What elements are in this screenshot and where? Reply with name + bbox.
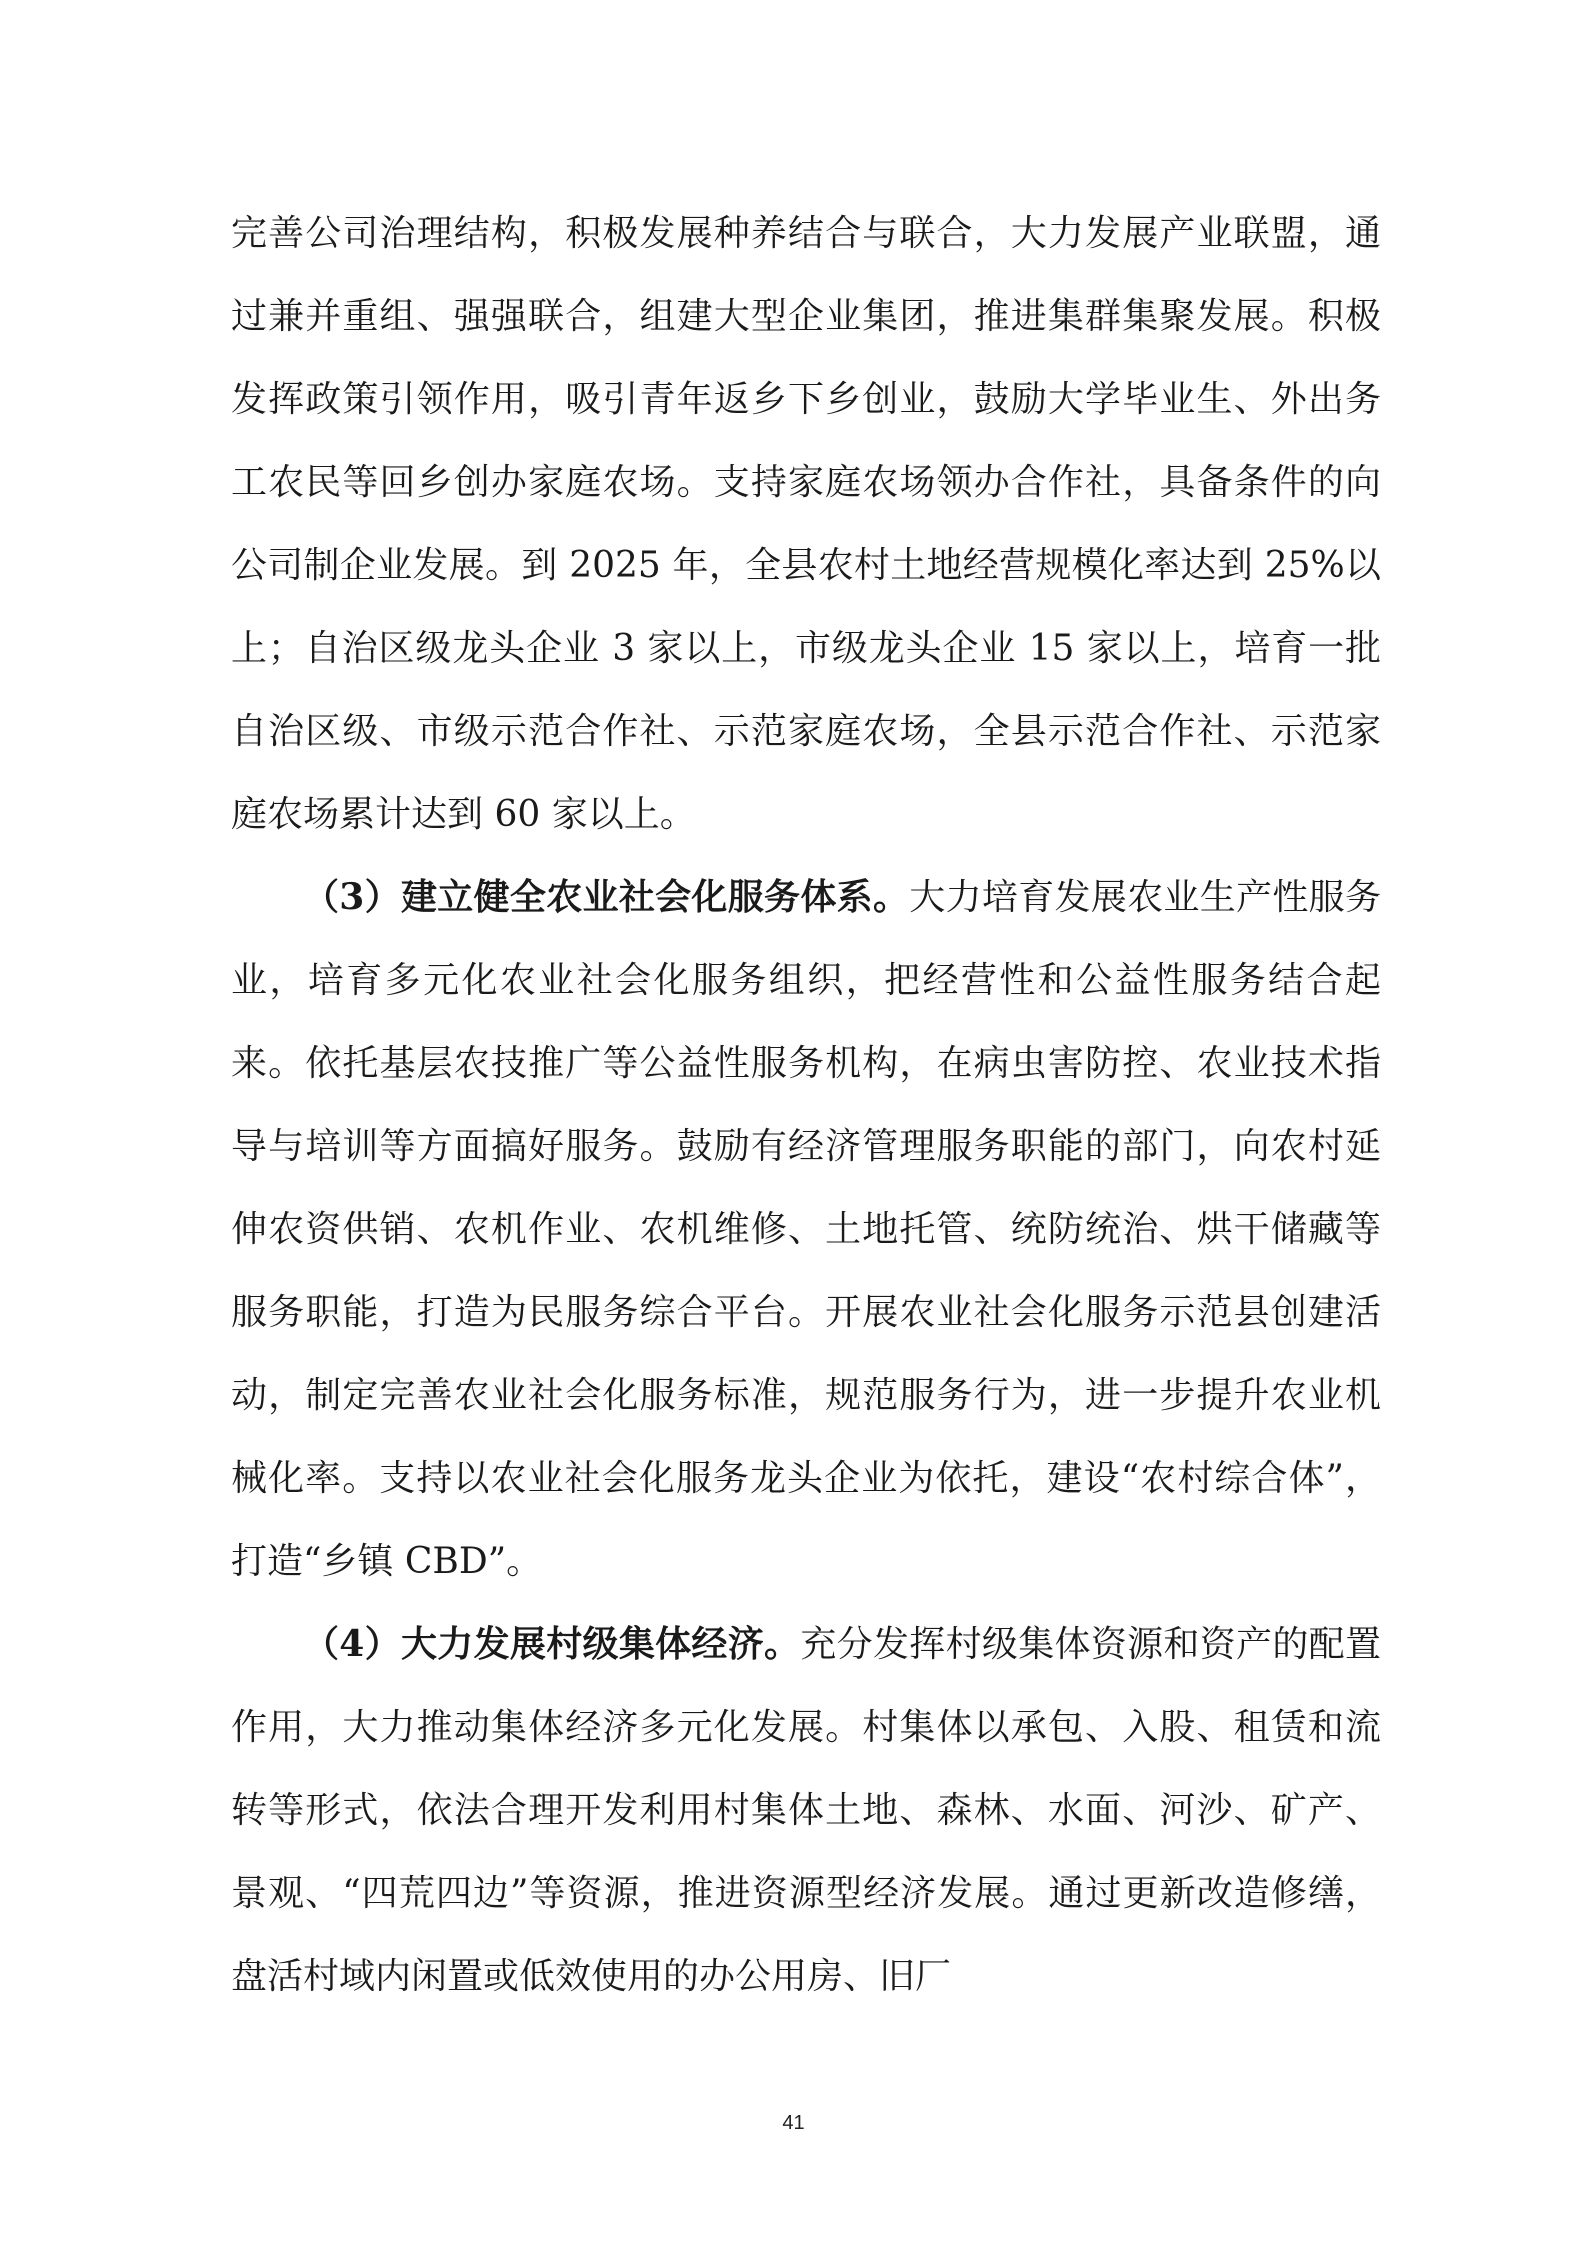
section-heading-4: （4）大力发展村级集体经济。 (303, 1623, 801, 1665)
paragraph-2-text: 大力培育发展农业生产性服务业，培育多元化农业社会化服务组织，把经营性和公益性服务结合起来。依托基层农技推广等公益性服务机构，在病虫害防控、农业技术指导与培训等方面搞好服务。鼓励有经济管理服务职能的部门，向农村延伸农资供销、农机作业、农机维修、土地托管、统防统治、烘干储藏等服务职能，打造为民服务综合平台。开展农业社会化服务示范县创建活动，制定完善农业社会化服务标准，规范服务行为，进一步提升农业机械化率。支持以农业社会化服务龙头企业为依托，建设“农村综合体”，打造“乡镇 CBD”。 (231, 877, 1381, 1582)
paragraph-3-text: 充分发挥村级集体资源和资产的配置作用，大力推动集体经济多元化发展。村集体以承包、入股、租赁和流转等形式，依法合理开发利用村集体土地、森林、水面、河沙、矿产、景观、“四荒四边”等资源，推进资源型经济发展。通过更新改造修缮，盘活村域内闲置或低效使用的办公用房、旧厂 (231, 1624, 1381, 1997)
document-body (231, 192, 1381, 2018)
section-heading-3: （3）建立健全农业社会化服务体系。 (303, 876, 910, 918)
paragraph-1 (231, 192, 1381, 856)
paragraph-1-text: 完善公司治理结构，积极发展种养结合与联合，大力发展产业联盟，通过兼并重组、强强联合，组建大型企业集团，推进集群集聚发展。积极发挥政策引领作用，吸引青年返乡下乡创业，鼓励大学毕业生、外出务工农民等回乡创办家庭农场。支持家庭农场领办合作社，具备条件的向公司制企业发展。到 2025 年，全县农村土地经营规模化率达到 25%以上；自治区级龙头企业 3 家以上，市级龙头企业 15 家以上，培育一批自治区级、市级示范合作社、示范家庭农场，全县示范合作社、示范家庭农场累计达到 60 家以上。 (231, 213, 1381, 835)
page-number: 41 (782, 2112, 805, 2134)
paragraph-2 (231, 856, 1381, 1603)
paragraph-3 (231, 1603, 1381, 2018)
